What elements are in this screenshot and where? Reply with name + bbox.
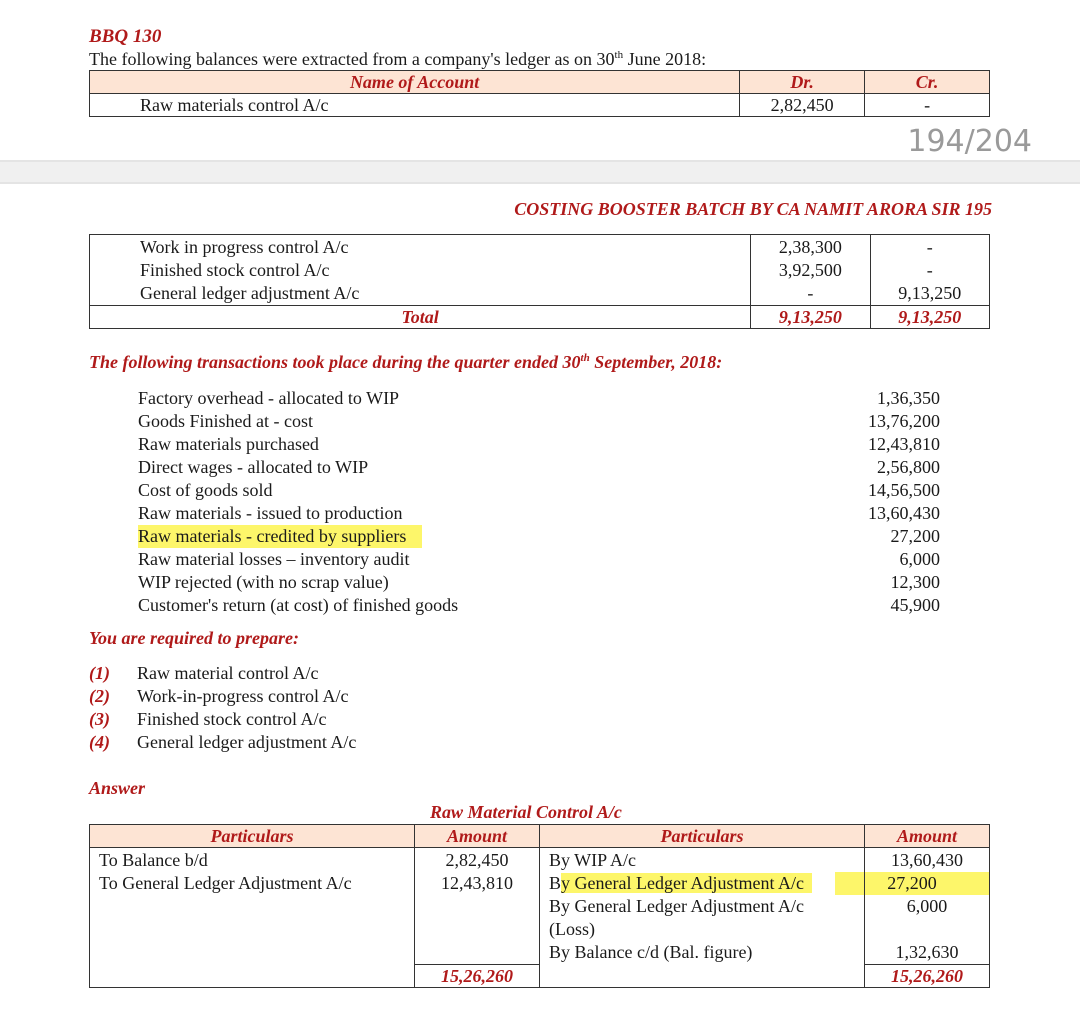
- ledger-body-row: [90, 848, 990, 965]
- transaction-amount: 12,43,810: [868, 434, 940, 454]
- intro-sup: th: [614, 49, 624, 61]
- transaction-amount: 2,56,800: [877, 457, 940, 477]
- account-dr: 2,38,300: [778, 237, 842, 257]
- item-number: (2): [89, 686, 110, 706]
- debit-particular: To General Ledger Adjustment A/c: [99, 873, 352, 893]
- transaction-label: Raw material losses – inventory audit: [138, 549, 410, 569]
- transaction-label: Customer's return (at cost) of finished goods: [138, 595, 459, 615]
- transaction-amount: 45,900: [890, 595, 940, 615]
- running-header: COSTING BOOSTER BATCH BY CA NAMIT ARORA SIR 195: [514, 199, 992, 219]
- credit-particular: By Balance c/d (Bal. figure): [549, 942, 753, 962]
- ledger-table: [89, 824, 990, 988]
- dr-cell: [751, 235, 870, 306]
- account-name: Work in progress control A/c: [140, 237, 349, 257]
- list-item: [138, 387, 940, 410]
- item-text: Work-in-progress control A/c: [137, 686, 349, 706]
- transaction-label: WIP rejected (with no scrap value): [138, 572, 389, 592]
- account-name: Raw materials control A/c: [90, 94, 740, 117]
- debit-total: 15,26,260: [415, 965, 540, 988]
- credit-particular-highlighted: By General Ledger Adjustment A/c: [549, 872, 864, 895]
- transactions-heading: [89, 351, 722, 374]
- total-label: Total: [90, 306, 751, 329]
- transaction-amount: 13,60,430: [868, 503, 940, 523]
- account-name: Finished stock control A/c: [140, 260, 330, 280]
- account-dr: 2,82,450: [740, 94, 865, 117]
- transaction-label: Goods Finished at - cost: [138, 411, 313, 431]
- transaction-label: Cost of goods sold: [138, 480, 273, 500]
- question-title: BBQ 130: [89, 26, 162, 47]
- transaction-amount: 1,36,350: [877, 388, 940, 408]
- answer-heading: Answer: [89, 778, 146, 798]
- credit-particular: (Loss): [549, 919, 595, 939]
- page-separator: [0, 160, 1080, 184]
- item-text: Raw material control A/c: [137, 663, 319, 683]
- page-indicator: 194/204: [907, 124, 1032, 159]
- credit-amount: 1,32,630: [895, 942, 959, 962]
- transaction-amount: 14,56,500: [868, 480, 940, 500]
- debit-amount: 12,43,810: [441, 873, 513, 893]
- list-item: [89, 662, 356, 685]
- item-text: Finished stock control A/c: [137, 709, 327, 729]
- header-dr-particulars: Particulars: [90, 825, 415, 848]
- credit-particulars-cell: [540, 848, 865, 988]
- header-cr-amount: Amount: [865, 825, 990, 848]
- intro-text: [89, 48, 706, 71]
- debit-particular: To Balance b/d: [99, 850, 208, 870]
- ledger-header-row: [90, 825, 990, 848]
- table-row: [90, 94, 990, 117]
- total-row: [90, 306, 990, 329]
- account-names-cell: [90, 235, 751, 306]
- balances-table-part1: [89, 70, 990, 117]
- debit-amount-cell: [415, 848, 540, 965]
- transaction-amount: 27,200: [890, 526, 940, 546]
- balances-table-part2: [89, 234, 990, 329]
- required-heading: You are required to prepare:: [89, 628, 299, 648]
- credit-total: 15,26,260: [865, 965, 990, 988]
- item-number: (3): [89, 709, 110, 729]
- credit-amount-cell: [865, 848, 990, 965]
- list-item: [138, 525, 940, 548]
- list-item: [138, 571, 940, 594]
- header-cr-particulars: Particulars: [540, 825, 865, 848]
- total-dr: 9,13,250: [751, 306, 870, 329]
- transactions-list: [138, 387, 940, 617]
- debit-amount: 2,82,450: [445, 850, 509, 870]
- header-name-text: Name of Account: [349, 72, 480, 92]
- account-cr: -: [926, 237, 933, 257]
- transaction-label: Factory overhead - allocated to WIP: [138, 388, 400, 408]
- list-item: [138, 594, 940, 617]
- intro-tail: June 2018:: [623, 49, 707, 69]
- transactions-heading-main: The following transactions took place during the quarter ended 30: [89, 352, 581, 372]
- credit-amount-highlighted: 27,200: [835, 872, 989, 895]
- list-item: [138, 410, 940, 433]
- list-item: [138, 479, 940, 502]
- header-dr-amount: Amount: [415, 825, 540, 848]
- item-text: General ledger adjustment A/c: [137, 732, 357, 752]
- transaction-label: Raw materials purchased: [138, 434, 319, 454]
- credit-particular: By General Ledger Adjustment A/c: [549, 896, 804, 916]
- list-item: [138, 456, 940, 479]
- credit-particular: By WIP A/c: [549, 850, 637, 870]
- header-dr: Dr.: [740, 71, 865, 94]
- list-item: [138, 433, 940, 456]
- debit-particulars-cell: [90, 848, 415, 988]
- transaction-amount: 12,300: [890, 572, 940, 592]
- transactions-heading-sup: th: [580, 352, 590, 364]
- required-list: [89, 662, 356, 754]
- intro-text-main: The following balances were extracted from a company's ledger as on 30: [89, 49, 615, 69]
- credit-amount: 6,000: [906, 896, 948, 916]
- ledger-title: Raw Material Control A/c: [430, 802, 622, 822]
- list-item: [89, 708, 356, 731]
- list-item: [138, 502, 940, 525]
- account-name: General ledger adjustment A/c: [140, 283, 360, 303]
- account-cr: 9,13,250: [898, 283, 962, 303]
- cr-cell: [870, 235, 989, 306]
- credit-amount: 13,60,430: [891, 850, 963, 870]
- balances-header-row: [90, 71, 990, 94]
- account-cr: -: [865, 94, 990, 117]
- item-number: (4): [89, 732, 110, 752]
- transaction-label: Direct wages - allocated to WIP: [138, 457, 369, 477]
- table-row: [90, 235, 990, 306]
- account-dr: -: [807, 283, 814, 303]
- header-cr: Cr.: [865, 71, 990, 94]
- list-item: [89, 731, 356, 754]
- credit-amount: [865, 918, 989, 941]
- transaction-label-highlighted: Raw materials - credited by suppliers: [138, 525, 422, 548]
- account-dr: 3,92,500: [778, 260, 842, 280]
- transaction-label: Raw materials - issued to production: [138, 503, 403, 523]
- transaction-amount: 6,000: [899, 549, 940, 569]
- header-name: [90, 71, 740, 94]
- item-number: (1): [89, 663, 110, 683]
- account-cr: -: [926, 260, 933, 280]
- list-item: [89, 685, 356, 708]
- list-item: [138, 548, 940, 571]
- total-cr: 9,13,250: [870, 306, 989, 329]
- transactions-heading-tail: September, 2018:: [589, 352, 723, 372]
- transaction-amount: 13,76,200: [868, 411, 940, 431]
